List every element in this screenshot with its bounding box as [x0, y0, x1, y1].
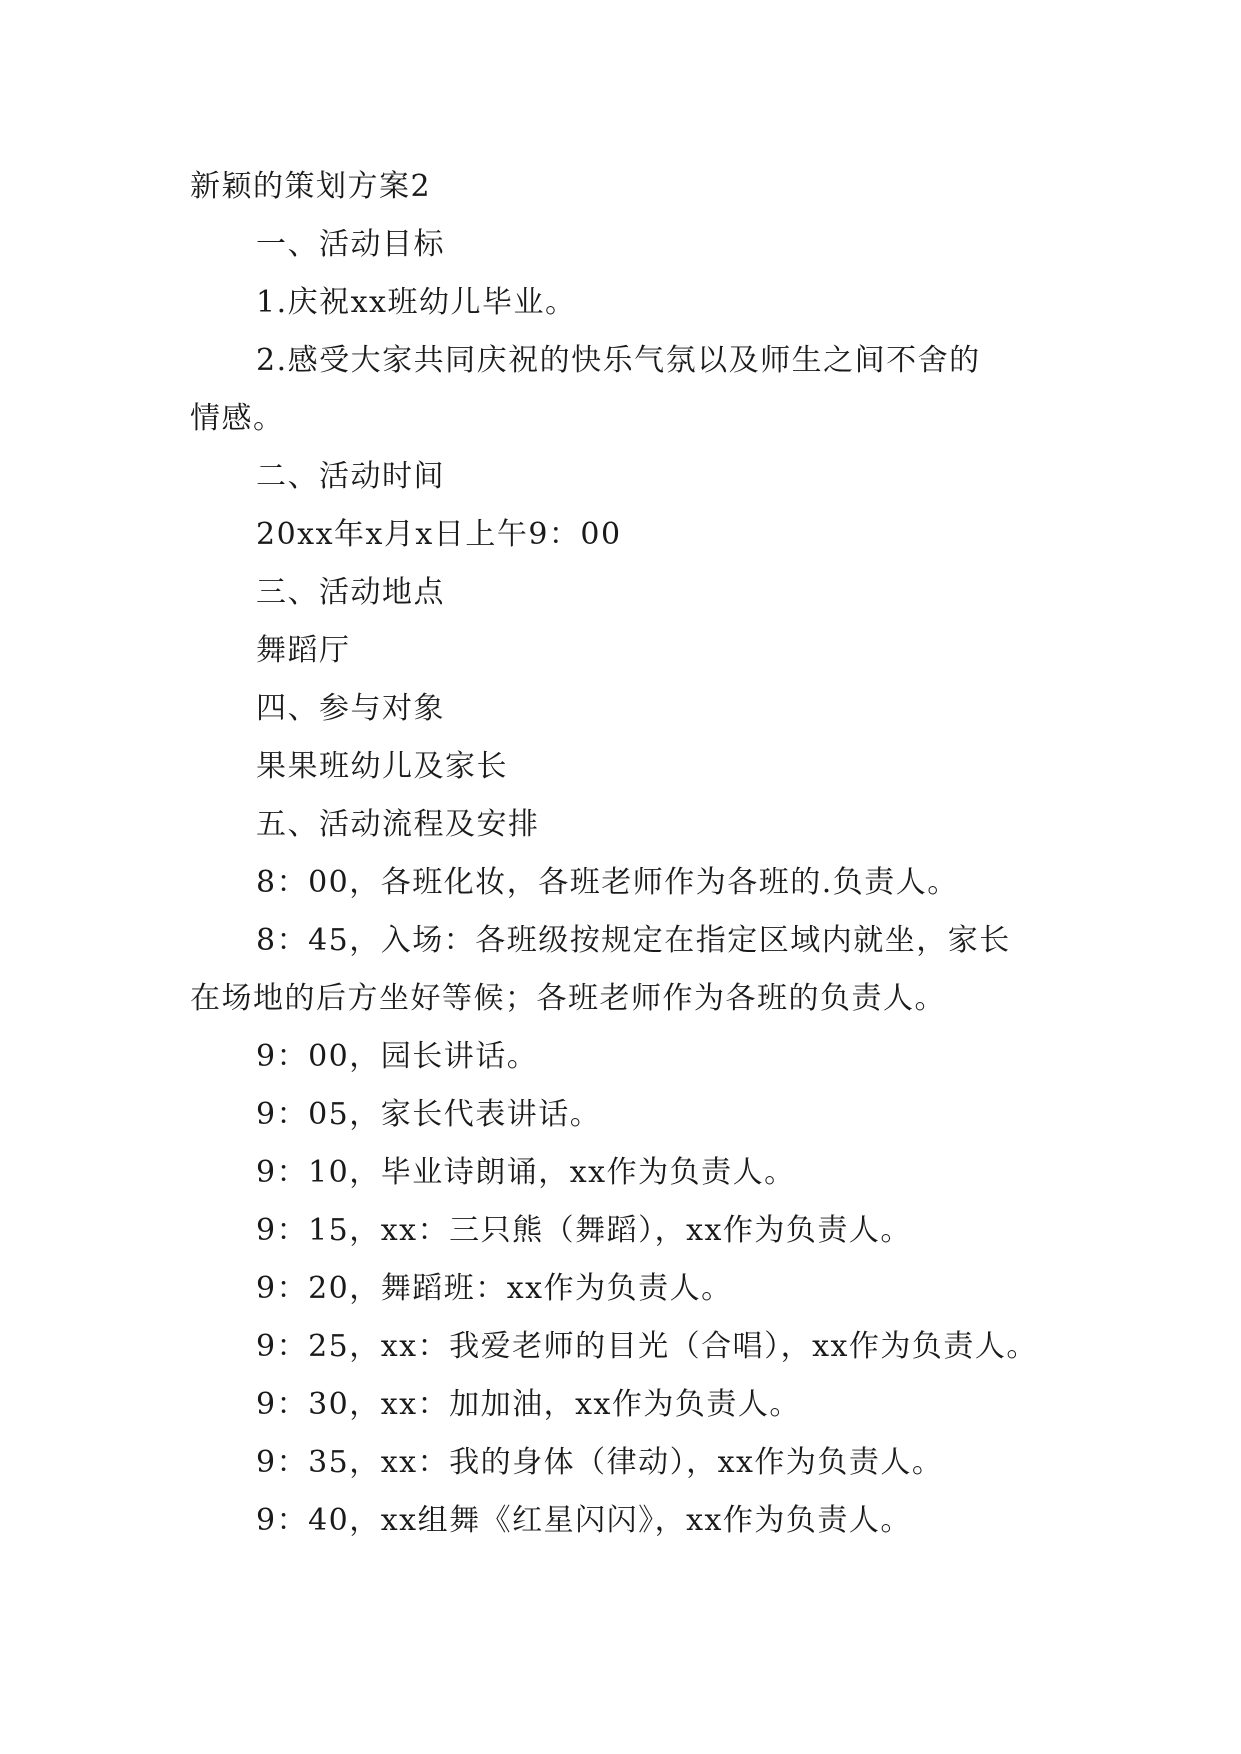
time-value: 20xx年x月x日上午9：00 [256, 517, 622, 552]
schedule-item: 9：20，舞蹈班：xx作为负责人。 [256, 1271, 733, 1306]
schedule-item: 9：35，xx：我的身体（律动），xx作为负责人。 [256, 1445, 944, 1480]
document-body [190, 158, 1060, 1550]
schedule-item: 9：40，xx组舞《红星闪闪》，xx作为负责人。 [256, 1503, 912, 1538]
schedule-item: 8：00，各班化妆，各班老师作为各班的.负责人。 [256, 865, 959, 900]
section-heading-schedule: 五、活动流程及安排 [256, 807, 540, 842]
participants-value: 果果班幼儿及家长 [256, 749, 508, 784]
schedule-item: 9：00，园长讲话。 [256, 1039, 539, 1074]
section-heading-location: 三、活动地点 [256, 575, 445, 610]
schedule-item: 8：45，入场：各班级按规定在指定区域内就坐，家长 [256, 923, 1011, 958]
section-heading-time: 二、活动时间 [256, 459, 445, 494]
schedule-item: 9：10，毕业诗朗诵，xx作为负责人。 [256, 1155, 796, 1190]
schedule-item: 9：25，xx：我爱老师的目光（合唱），xx作为负责人。 [256, 1329, 1038, 1364]
section-heading-participants: 四、参与对象 [256, 691, 445, 726]
schedule-item: 9：15，xx：三只熊（舞蹈），xx作为负责人。 [256, 1213, 912, 1248]
section-heading-goals: 一、活动目标 [256, 227, 445, 262]
location-value: 舞蹈厅 [256, 633, 351, 668]
document-title: 新颖的策划方案2 [190, 169, 432, 204]
schedule-item: 9：30，xx：加加油，xx作为负责人。 [256, 1387, 801, 1422]
goal-item: 1.庆祝xx班幼儿毕业。 [256, 285, 577, 320]
goal-item-continued: 情感。 [190, 401, 285, 436]
goal-item: 2.感受大家共同庆祝的快乐气氛以及师生之间不舍的 [256, 343, 981, 378]
schedule-item-continued: 在场地的后方坐好等候；各班老师作为各班的负责人。 [190, 981, 946, 1016]
schedule-item: 9：05，家长代表讲话。 [256, 1097, 602, 1132]
